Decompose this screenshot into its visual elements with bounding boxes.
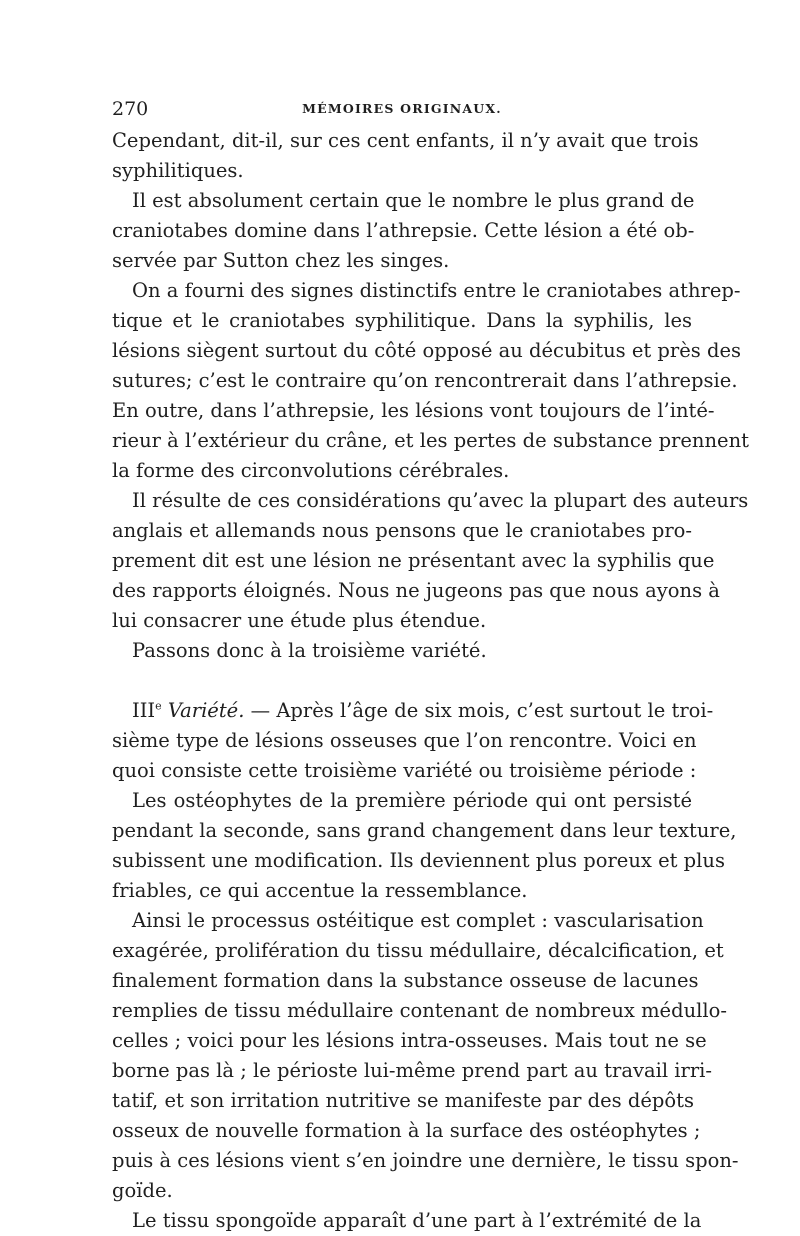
text-line: des rapports éloignés. Nous ne jugeons pas que nous ayons à xyxy=(112,579,720,602)
text-line: exagérée, prolifération du tissu médullaire, décalcification, et xyxy=(112,939,724,962)
text-line: Il résulte de ces considérations qu’avec la plupart des auteurs xyxy=(132,489,749,512)
text-line: celles ; voici pour les lésions intra-osseuses. Mais tout ne se xyxy=(112,1029,707,1052)
text-line: tique et le craniotabes syphilitique. Dans la syphilis, les xyxy=(112,309,692,332)
section-text: — Après l’âge de six mois, c’est surtout le troi- xyxy=(244,699,714,722)
text-line: Il est absolument certain que le nombre le plus grand de xyxy=(132,189,695,212)
text-line: syphilitiques. xyxy=(112,159,244,182)
text-line: lui consacrer une étude plus étendue. xyxy=(112,609,487,632)
text-line: lésions siègent surtout du côté opposé au décubitus et près des xyxy=(112,339,742,362)
text-line: sutures; c’est le contraire qu’on rencontrerait dans l’athrepsie. xyxy=(112,369,738,392)
text-line: Cependant, dit-il, sur ces cent enfants, il n’y avait que trois xyxy=(112,129,699,152)
text-line: craniotabes domine dans l’athrepsie. Cette lésion a été ob- xyxy=(112,219,695,242)
section-numeral: III xyxy=(132,699,156,722)
text-line: puis à ces lésions vient s’en joindre une dernière, le tissu spon- xyxy=(112,1149,739,1172)
running-title: MÉMOIRES ORIGINAUX. xyxy=(302,101,502,116)
text-line: Passons donc à la troisième variété. xyxy=(132,639,487,662)
text-line: subissent une modification. Ils deviennent plus poreux et plus xyxy=(112,849,725,872)
text-line: friables, ce qui accentue la ressemblance. xyxy=(112,879,528,902)
text-line: finalement formation dans la substance osseuse de lacunes xyxy=(112,969,699,992)
page-number: 270 xyxy=(112,98,149,120)
text-line: servée par Sutton chez les singes. xyxy=(112,249,450,272)
text-line: la forme des circonvolutions cérébrales. xyxy=(112,459,510,482)
text-line: borne pas là ; le périoste lui-même prend part au travail irri- xyxy=(112,1059,712,1082)
text-line: tatif, et son irritation nutritive se manifeste par des dépôts xyxy=(112,1089,694,1112)
text-line: pendant la seconde, sans grand changement dans leur texture, xyxy=(112,819,737,842)
text-line: osseux de nouvelle formation à la surface des ostéophytes ; xyxy=(112,1119,701,1142)
text-line: Les ostéophytes de la première période qui ont persisté xyxy=(132,789,692,812)
text-line: Le tissu spongoïde apparaît d’une part à l’extrémité de la xyxy=(132,1209,702,1232)
text-line: sième type de lésions osseuses que l’on rencontre. Voici en xyxy=(112,729,697,752)
text-line: goïde. xyxy=(112,1179,173,1202)
text-line: Ainsi le processus ostéitique est complet : vascularisation xyxy=(132,909,704,932)
text-line: remplies de tissu médullaire contenant de nombreux médullo- xyxy=(112,999,727,1022)
section-title: Variété. xyxy=(167,699,245,722)
text-line: quoi consiste cette troisième variété ou troisième période : xyxy=(112,759,697,782)
text-line: rieur à l’extérieur du crâne, et les pertes de substance prennent xyxy=(112,429,749,452)
section-heading xyxy=(112,696,714,726)
text-line: On a fourni des signes distinctifs entre le craniotabes athrep- xyxy=(132,279,741,302)
section-superscript: e xyxy=(155,699,162,713)
text-line: En outre, dans l’athrepsie, les lésions vont toujours de l’inté- xyxy=(112,399,715,422)
section-gap xyxy=(112,666,692,696)
text-line: prement dit est une lésion ne présentant avec la syphilis que xyxy=(112,549,715,572)
text-line: anglais et allemands nous pensons que le craniotabes pro- xyxy=(112,519,692,542)
page-header xyxy=(112,98,692,126)
body-text xyxy=(112,126,749,1236)
